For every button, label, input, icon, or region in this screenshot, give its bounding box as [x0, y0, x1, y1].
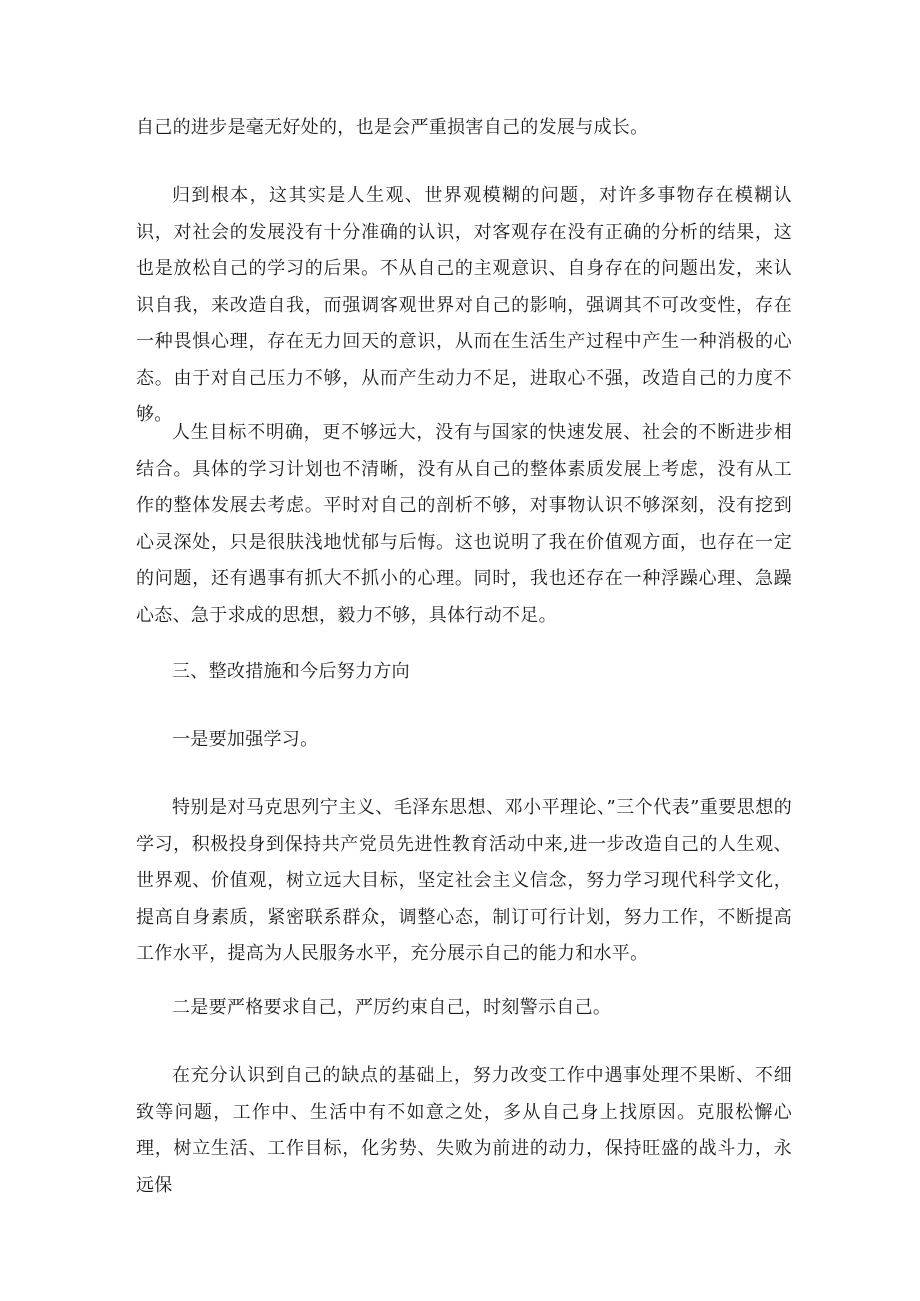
paragraph-overcome-shortcomings: 在充分认识到自己的缺点的基础上，努力改变工作中遇事处理不果断、不细致等问题，工作中、生活中有不如意之处，多从自己身上找原因。克服松懈心理，树立生活、工作目标，化劣势、失败为前进的动力，保持旺盛的战斗力，永远保: [136, 1065, 792, 1196]
paragraph-life-goals: 人生目标不明确，更不够远大，没有与国家的快速发展、社会的不断进步相结合。具体的学习计划也不清晰，没有从自己的整体素质发展上考虑，没有从工作的整体发展去考虑。平时对自己的剖析不够，对事物认识不够深刻，没有挖到心灵深处，只是很肤浅地忧郁与后悔。这也说明了我在价值观方面，也存在一定的问题，还有遇事有抓大不抓小的心理。同时，我也还存在一种浮躁心理、急躁心态、急于求成的思想，毅力不够，具体行动不足。: [136, 422, 792, 626]
paragraph-study-theory: 特别是对马克思列宁主义、毛泽东思想、邓小平理论、”三个代表”重要思想的学习，积极投身到保持共产党员先进性教育活动中来,进一步改造自己的人生观、世界观、价值观，树立远大目标，坚定社会主义信念，努力学习现代科学文化，提高自身素质，紧密联系群众，调整心态，制订可行计划，努力工作，不断提高工作水平，提高为人民服务水平，充分展示自己的能力和水平。: [136, 797, 792, 964]
paragraph-worldview-issue: 归到根本，这其实是人生观、世界观模糊的问题，对许多事物存在模糊认识，对社会的发展没有十分准确的认识，对客观存在没有正确的分析的结果，这也是放松自己的学习的后果。不从自己的主观意识、自身存在的问题出发，来认识自我，来改造自我，而强调客观世界对自己的影响，强调其不可改变性，存在一种畏惧心理，存在无力回天的意识，从而在生活生产过程中产生一种消极的心态。由于对自己压力不够，从而产生动力不足，进取心不强，改造自己的力度不够。: [136, 185, 792, 425]
subheading-strict-self-discipline: 二是要严格要求自己，严厉约束自己，时刻警示自己。: [172, 997, 612, 1018]
subheading-strengthen-study: 一是要加强学习。: [172, 729, 319, 750]
paragraph-continuation: 自己的进步是毫无好处的，也是会严重损害自己的发展与成长。: [136, 117, 649, 138]
section-heading-rectification: 三、整改措施和今后努力方向: [172, 661, 410, 682]
